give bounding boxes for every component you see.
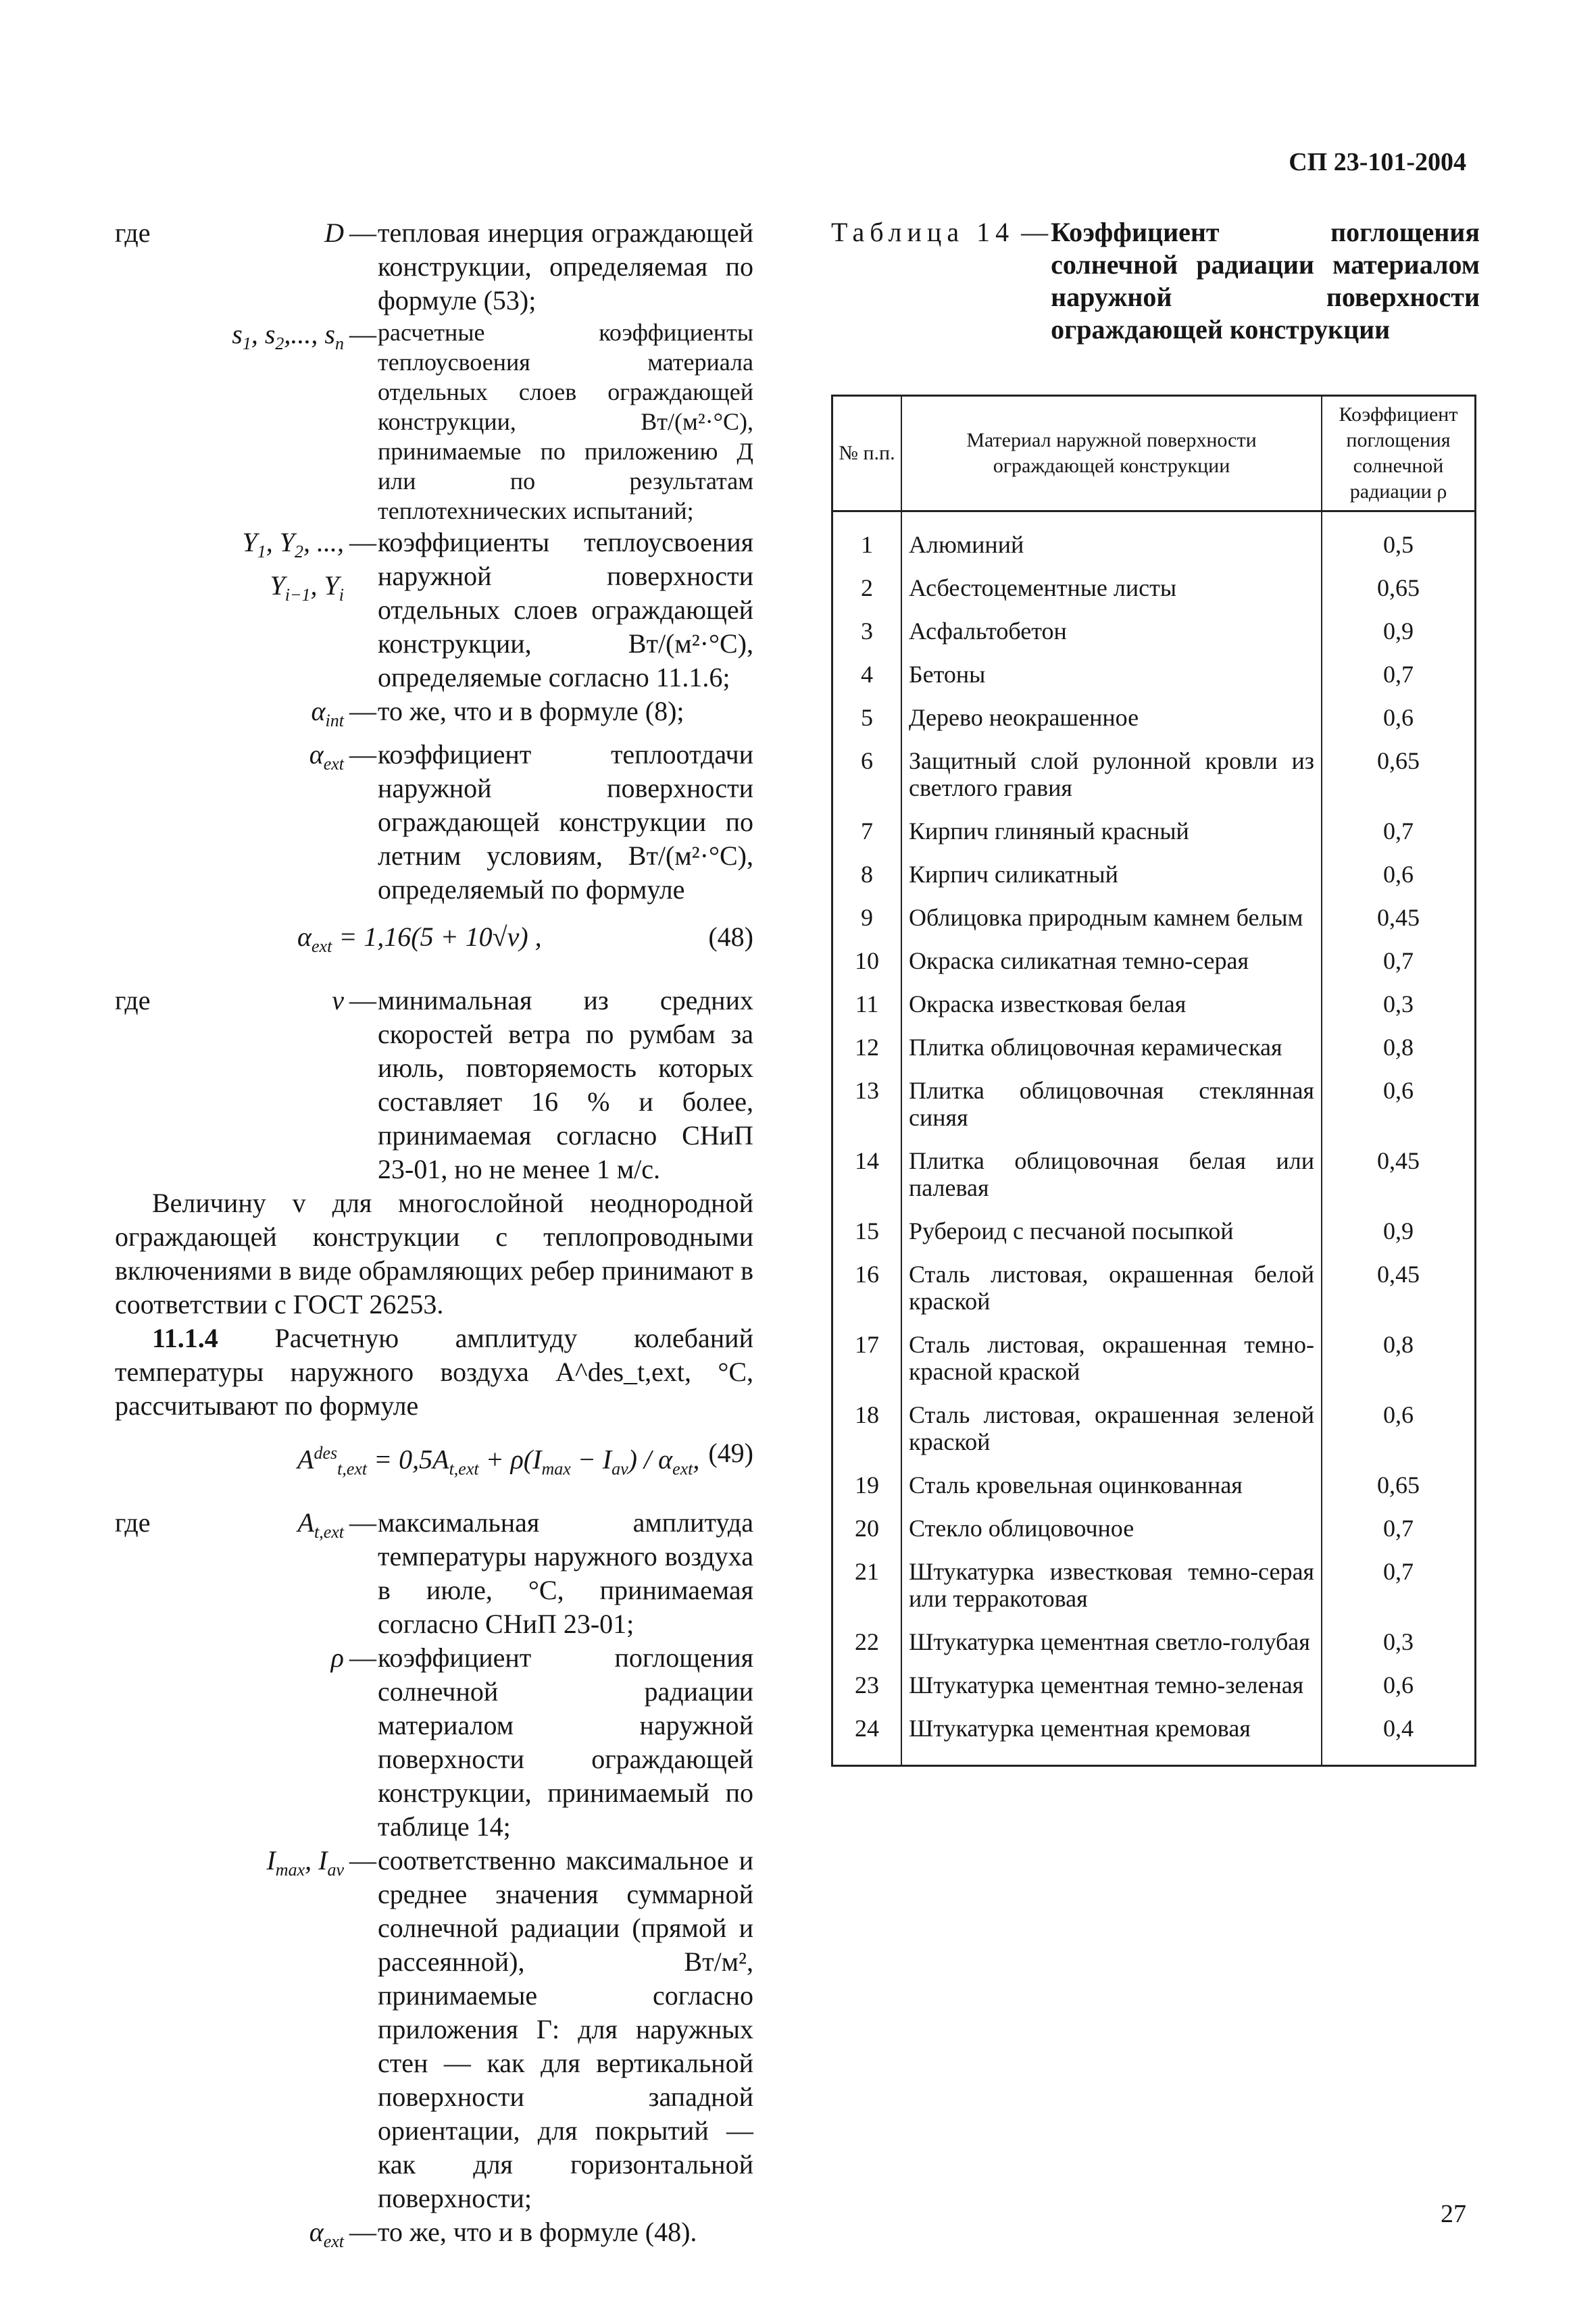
row-material: Окраска известковая белая bbox=[901, 984, 1322, 1027]
table-row bbox=[832, 1324, 1476, 1394]
table-body bbox=[832, 511, 1476, 1766]
row-coefficient: 0,7 bbox=[1322, 1551, 1476, 1621]
row-coefficient: 0,45 bbox=[1322, 1140, 1476, 1211]
definition-rho bbox=[115, 1641, 753, 1844]
row-number: 12 bbox=[832, 1027, 902, 1070]
symbol-y: $Y_1$, $Y_2$, ..., $Y_{i-1}$, $Y_i$ bbox=[242, 527, 344, 605]
table-row bbox=[832, 984, 1476, 1027]
row-material: Рубероид с песчаной посыпкой bbox=[901, 1211, 1322, 1254]
definition-v bbox=[115, 984, 753, 1186]
row-material: Сталь листовая, окрашенная темно-красной краской bbox=[901, 1324, 1322, 1394]
table-row bbox=[832, 740, 1476, 811]
row-coefficient: 0,3 bbox=[1322, 984, 1476, 1027]
formula-49 bbox=[115, 1436, 753, 1486]
dash: — bbox=[349, 696, 376, 726]
row-coefficient: 0,6 bbox=[1322, 697, 1476, 740]
row-coefficient: 0,45 bbox=[1322, 1254, 1476, 1324]
row-number: 21 bbox=[832, 1551, 902, 1621]
where-label: где bbox=[115, 218, 151, 248]
dash: — bbox=[349, 1845, 376, 1876]
row-number: 9 bbox=[832, 897, 902, 940]
row-material: Алюминий bbox=[901, 511, 1322, 568]
table-row bbox=[832, 1070, 1476, 1140]
row-material: Кирпич глиняный красный bbox=[901, 811, 1322, 854]
table-row bbox=[832, 1708, 1476, 1766]
row-number: 11 bbox=[832, 984, 902, 1027]
table-caption bbox=[831, 216, 1480, 346]
table-row bbox=[832, 611, 1476, 654]
row-number: 16 bbox=[832, 1254, 902, 1324]
row-coefficient: 0,7 bbox=[1322, 940, 1476, 984]
symbol-i: $I_{max}$, $I_{av}$ bbox=[266, 1845, 344, 1880]
dash: — bbox=[349, 527, 376, 557]
dash: — bbox=[349, 739, 376, 770]
row-material: Окраска силикатная темно-серая bbox=[901, 940, 1322, 984]
symbol-alpha-ext: $\alpha_{ext}$ bbox=[309, 739, 344, 774]
table-row bbox=[832, 897, 1476, 940]
row-material: Асбестоцементные листы bbox=[901, 568, 1322, 611]
header-coefficient: Коэффициент поглощения солнечной радиации ρ bbox=[1322, 396, 1476, 511]
row-coefficient: 0,6 bbox=[1322, 1394, 1476, 1465]
table-row bbox=[832, 1508, 1476, 1551]
row-number: 14 bbox=[832, 1140, 902, 1211]
row-material: Штукатурка цементная светло-голубая bbox=[901, 1621, 1322, 1665]
definition-text: коэффициенты теплоусвоения наружной поверхности отдельных слоев ограждающей конструкции, Вт/(м²·°С), определяемые согласно 11.1.6; bbox=[378, 527, 753, 693]
dash: — bbox=[349, 319, 376, 349]
row-number: 7 bbox=[832, 811, 902, 854]
row-number: 1 bbox=[832, 511, 902, 568]
table-row bbox=[832, 1551, 1476, 1621]
row-material: Плитка облицовочная белая или палевая bbox=[901, 1140, 1322, 1211]
symbol-alpha-int: $\alpha_{int}$ bbox=[311, 696, 344, 730]
definition-alpha-int bbox=[115, 695, 753, 738]
row-coefficient: 0,7 bbox=[1322, 654, 1476, 697]
dash: — bbox=[349, 985, 376, 1015]
row-number: 13 bbox=[832, 1070, 902, 1140]
row-material: Штукатурка цементная кремовая bbox=[901, 1708, 1322, 1766]
row-number: 5 bbox=[832, 697, 902, 740]
table-header-row bbox=[832, 396, 1476, 511]
table-row bbox=[832, 811, 1476, 854]
right-column bbox=[831, 216, 1480, 1767]
definition-text: то же, что и в формуле (8); bbox=[378, 696, 684, 726]
row-material: Штукатурка известковая темно-серая или терракотовая bbox=[901, 1551, 1322, 1621]
row-material: Защитный слой рулонной кровли из светлого гравия bbox=[901, 740, 1322, 811]
table-row bbox=[832, 1394, 1476, 1465]
row-material: Стекло облицовочное bbox=[901, 1508, 1322, 1551]
definition-s bbox=[115, 318, 753, 526]
row-number: 15 bbox=[832, 1211, 902, 1254]
row-coefficient: 0,4 bbox=[1322, 1708, 1476, 1766]
table-row bbox=[832, 1665, 1476, 1708]
formula-49-number: (49) bbox=[708, 1438, 753, 1468]
row-coefficient: 0,7 bbox=[1322, 811, 1476, 854]
definition-text: соответственно максимальное и среднее значения суммарной солнечной радиации (прямой и рассеянной), Вт/м², принимаемые согласно приложения Г: для наружных стен — как для вертикальной поверхности западной ориентации, для покрытий — как для горизонтальной поверхности; bbox=[378, 1845, 753, 2214]
table-row bbox=[832, 511, 1476, 568]
row-material: Штукатурка цементная темно-зеленая bbox=[901, 1665, 1322, 1708]
row-coefficient: 0,6 bbox=[1322, 1070, 1476, 1140]
row-number: 20 bbox=[832, 1508, 902, 1551]
row-coefficient: 0,3 bbox=[1322, 1621, 1476, 1665]
row-coefficient: 0,5 bbox=[1322, 511, 1476, 568]
formula-48-expression: $\alpha_{ext} = 1,16(5 + 10√v)$ , bbox=[297, 922, 542, 956]
row-material: Плитка облицовочная керамическая bbox=[901, 1027, 1322, 1070]
row-number: 22 bbox=[832, 1621, 902, 1665]
row-coefficient: 0,65 bbox=[1322, 1465, 1476, 1508]
row-material: Сталь кровельная оцинкованная bbox=[901, 1465, 1322, 1508]
table-row bbox=[832, 654, 1476, 697]
row-coefficient: 0,9 bbox=[1322, 1211, 1476, 1254]
clause-number: 11.1.4 bbox=[152, 1323, 218, 1353]
row-number: 8 bbox=[832, 854, 902, 897]
page-number: 27 bbox=[1441, 2200, 1466, 2228]
row-coefficient: 0,45 bbox=[1322, 897, 1476, 940]
formula-49-expression: $A^{des}_{t,ext} = 0,5A_{t,ext} + \rho(I_{max} - I_{av}) / \alpha_{ext}$, bbox=[297, 1443, 700, 1479]
definition-text: максимальная амплитуда температуры наружного воздуха в июле, °С, принимаемая согласно СНиП 23-01; bbox=[378, 1507, 753, 1640]
header-number: № п.п. bbox=[832, 396, 902, 511]
table-title: Коэффициент поглощения солнечной радиации материалом наружной поверхности ограждающей конструкции bbox=[1051, 217, 1480, 345]
row-material: Бетоны bbox=[901, 654, 1322, 697]
caption-dash: — bbox=[1014, 217, 1049, 247]
definition-text: тепловая инерция ограждающей конструкции, определяемая по формуле (53); bbox=[378, 218, 753, 316]
left-column bbox=[115, 216, 753, 2259]
row-material: Дерево неокрашенное bbox=[901, 697, 1322, 740]
row-coefficient: 0,65 bbox=[1322, 740, 1476, 811]
dash: — bbox=[349, 2217, 376, 2248]
definition-a-t-ext bbox=[115, 1506, 753, 1641]
row-material: Асфальтобетон bbox=[901, 611, 1322, 654]
row-coefficient: 0,9 bbox=[1322, 611, 1476, 654]
document-code: СП 23-101-2004 bbox=[1289, 148, 1466, 176]
row-coefficient: 0,8 bbox=[1322, 1324, 1476, 1394]
table-row bbox=[832, 854, 1476, 897]
table-row bbox=[832, 1465, 1476, 1508]
definition-d bbox=[115, 216, 753, 318]
row-coefficient: 0,7 bbox=[1322, 1508, 1476, 1551]
symbol-d: D bbox=[324, 218, 344, 248]
where-label: где bbox=[115, 1507, 151, 1538]
row-number: 10 bbox=[832, 940, 902, 984]
row-material: Сталь листовая, окрашенная зеленой краской bbox=[901, 1394, 1322, 1465]
symbol-rho: ρ bbox=[330, 1642, 344, 1674]
row-number: 18 bbox=[832, 1394, 902, 1465]
row-material: Кирпич силикатный bbox=[901, 854, 1322, 897]
dash: — bbox=[349, 1507, 376, 1538]
table-row bbox=[832, 1027, 1476, 1070]
symbol-v: v bbox=[332, 985, 344, 1015]
header-material: Материал наружной поверхности ограждающей конструкции bbox=[901, 396, 1322, 511]
symbol-alpha-ext: $\alpha_{ext}$ bbox=[309, 2217, 344, 2252]
row-material: Сталь листовая, окрашенная белой краской bbox=[901, 1254, 1322, 1324]
row-coefficient: 0,6 bbox=[1322, 854, 1476, 897]
table-row bbox=[832, 1254, 1476, 1324]
table-row bbox=[832, 697, 1476, 740]
row-coefficient: 0,6 bbox=[1322, 1665, 1476, 1708]
definition-text: расчетные коэффициенты теплоусвоения материала отдельных слоев ограждающей конструкции, Вт/(м²·°С), принимаемые по приложению Д или по результатам теплотехнических испытаний; bbox=[378, 319, 753, 524]
where-label: где bbox=[115, 985, 151, 1015]
table-row bbox=[832, 940, 1476, 984]
row-number: 6 bbox=[832, 740, 902, 811]
materials-table bbox=[831, 395, 1476, 1767]
table-row bbox=[832, 568, 1476, 611]
table-row bbox=[832, 1621, 1476, 1665]
row-number: 4 bbox=[832, 654, 902, 697]
symbol-a-t-ext: $A_{t,ext}$ bbox=[297, 1507, 344, 1542]
row-number: 19 bbox=[832, 1465, 902, 1508]
symbol-s: $s_1$, $s_2$,..., $s_n$ bbox=[232, 319, 344, 353]
definition-alpha-ext-2 bbox=[115, 2215, 753, 2259]
row-number: 24 bbox=[832, 1708, 902, 1766]
row-number: 23 bbox=[832, 1665, 902, 1708]
clause-text: Расчетную амплитуду колебаний температуры наружного воздуха A^des_t,ext, °С, рассчитывают по формуле bbox=[115, 1323, 753, 1421]
row-coefficient: 0,8 bbox=[1322, 1027, 1476, 1070]
dash: — bbox=[349, 218, 376, 248]
row-number: 3 bbox=[832, 611, 902, 654]
dash: — bbox=[349, 1642, 376, 1674]
clause-11-1-4 bbox=[115, 1322, 753, 1423]
definition-i bbox=[115, 1844, 753, 2215]
table-label: Таблица 14 bbox=[831, 217, 1015, 247]
definition-y bbox=[115, 526, 753, 695]
definition-text: коэффициент теплоотдачи наружной поверхности ограждающей конструкции по летним условиям, Вт/(м²·°С), определяемый по формуле bbox=[378, 739, 753, 905]
definition-text: минимальная из средних скоростей ветра по румбам за июль, повторяемость которых составляет 16 % и более, принимаемая согласно СНиП 23-01, но не менее 1 м/с. bbox=[378, 985, 753, 1184]
paragraph-v-note: Величину v для многослойной неоднородной ограждающей конструкции с теплопроводными включениями в виде обрамляющих ребер принимают в соответствии с ГОСТ 26253. bbox=[115, 1188, 753, 1319]
row-material: Плитка облицовочная стеклянная синяя bbox=[901, 1070, 1322, 1140]
row-number: 2 bbox=[832, 568, 902, 611]
table-row bbox=[832, 1211, 1476, 1254]
formula-48 bbox=[115, 920, 753, 963]
definition-alpha-ext bbox=[115, 738, 753, 907]
row-material: Облицовка природным камнем белым bbox=[901, 897, 1322, 940]
definition-text: коэффициент поглощения солнечной радиации материалом наружной поверхности ограждающей конструкции, принимаемый по таблице 14; bbox=[378, 1642, 753, 1842]
formula-48-number: (48) bbox=[708, 922, 753, 952]
definition-text: то же, что и в формуле (48). bbox=[378, 2217, 697, 2248]
table-row bbox=[832, 1140, 1476, 1211]
row-coefficient: 0,65 bbox=[1322, 568, 1476, 611]
row-number: 17 bbox=[832, 1324, 902, 1394]
